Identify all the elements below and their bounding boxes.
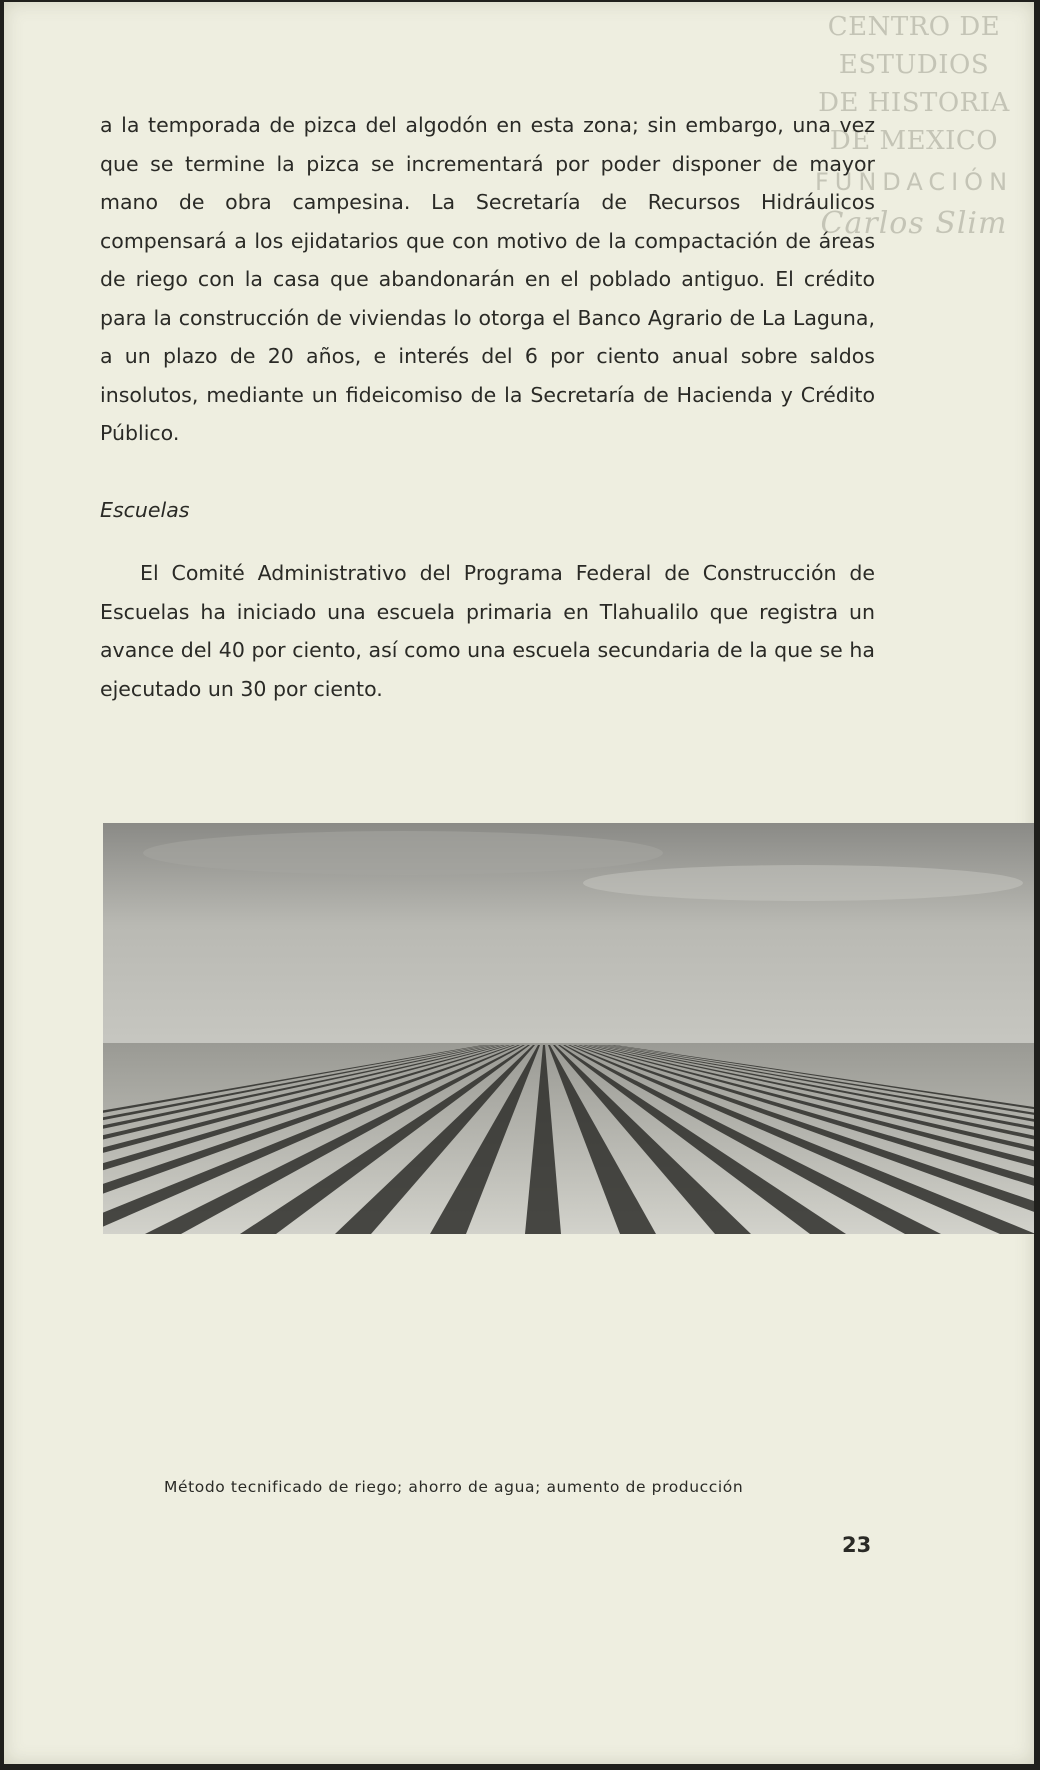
cotton-field-photo: [103, 823, 1034, 1234]
photo-caption: Método tecnificado de riego; ahorro de agua; aumento de producción: [164, 1478, 744, 1496]
page-number: 23: [842, 1533, 872, 1557]
section-heading: Escuelas: [100, 498, 190, 522]
watermark-line: DE HISTORIA: [818, 88, 1010, 118]
watermark-line: DE MEXICO: [829, 126, 999, 156]
watermark-line: ESTUDIOS: [838, 50, 990, 80]
watermark-fundacion: FUNDACIÓN: [814, 168, 1014, 196]
body-paragraph-housing: a la temporada de pizca del algodón en esta zona; sin embargo, una vez que se termine la pizca se incrementará por poder disponer de mayor mano de obra campesina. La Secretaría de Recursos Hidráulicos compensará a los ejidatarios que con motivo de la compactación de áreas de riego con la casa que abandonarán en el poblado antiguo. El crédito para la construcción de viviendas lo otorga el Banco Agrario de La Laguna, a un plazo de 20 años, e interés del 6 por ciento anual sobre saldos insolutos, mediante un fideicomiso de la Secretaría de Hacienda y Crédito Público.: [100, 113, 875, 445]
watermark-line: CENTRO DE: [827, 12, 1001, 42]
body-paragraph-schools: El Comité Administrativo del Programa Federal de Construcción de Escuelas ha iniciado una escuela primaria en Tlahualilo que registra un avance del 40 por ciento, así como una escuela secundaria de la que se ha ejecutado un 30 por ciento.: [100, 561, 875, 701]
watermark-signature: Carlos Slim: [820, 206, 1008, 241]
document-page: [4, 2, 1034, 1764]
